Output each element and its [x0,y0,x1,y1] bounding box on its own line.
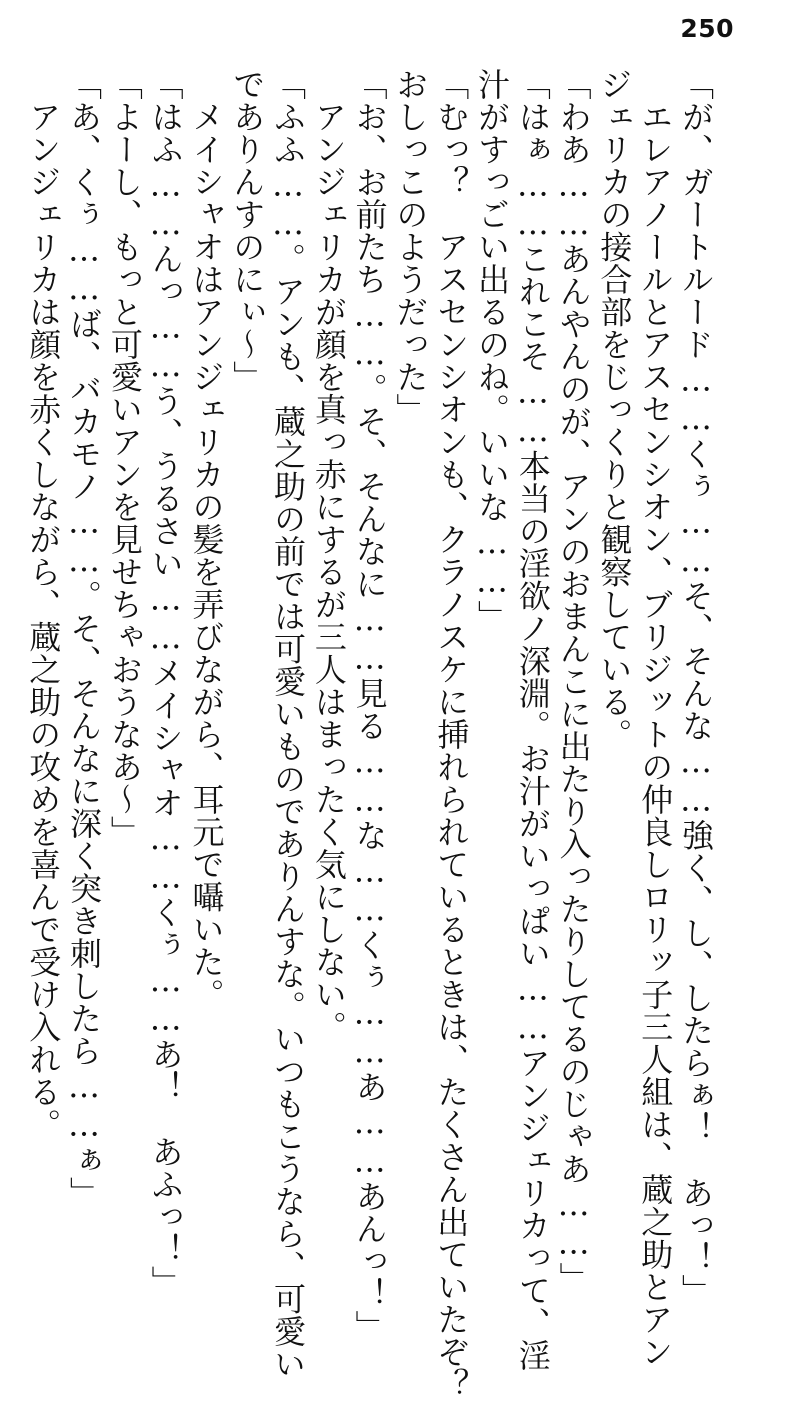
text-line: ジェリカの接合部をじっくりと観察している。 [595,68,634,751]
text-line: アンジェリカが顔を真っ赤にするが三人はまったく気にしない。 [309,68,348,1043]
text-line: 「が、ガートルード……くぅ……そ、そんな……強く、し、したらぁ！ あっ！」 [677,68,715,1307]
text-line: 「わあ……あんやんのが、アンのおまんこに出たり入ったりしてるのじゃあ……」 [554,68,593,1295]
text-line: アンジェリカは顔を赤くしながら、蔵之助の攻めを喜んで受け入れる。 [24,68,63,1141]
text-line: でありんすのにぃ～」 [228,68,267,393]
page-number: 250 [680,14,734,43]
text-line: おしっこのようだった」 [391,68,430,426]
text-line: 「はぁ……これこそ……本当の淫欲ノ深淵。お汁がいっぱい……アンジェリカって、淫 [513,68,552,1372]
text-line: 「あ、くぅ……ば、バカモノ……。そ、そんなに深く突き刺したら……ぁ」 [65,68,104,1209]
text-line: 「お、お前たち……。そ、そんなに……見る……な……くぅ……あ……あんっ！」 [350,68,389,1343]
text-line: 「よーし、もっと可愛いアンを見せちゃおうなあ～」 [105,68,144,848]
text-line: 汁がすっごい出るのね。いいな……」 [473,68,512,633]
vertical-text-body [24,68,716,1401]
text-line: 「ふふ……。アンも、蔵之助の前では可愛いものでありんすな。いつもこうなら、可愛い [269,68,308,1380]
text-line: 「はふ……んっ……う、うるさい……メイシャオ……くぅ……あ！ あふっ！」 [146,68,185,1298]
text-line: エレアノールとアスセンシオン、ブリジットの仲良しロリッ子三人組は、蔵之助とアン [636,68,675,1368]
text-line: メイシャオはアンジェリカの髪を弄びながら、耳元で囁いた。 [187,68,226,1011]
text-line: 「むっ？ アスセンシオンも、クラノスケに挿れられているときは、たくさん出ていたぞ？ [432,68,471,1401]
